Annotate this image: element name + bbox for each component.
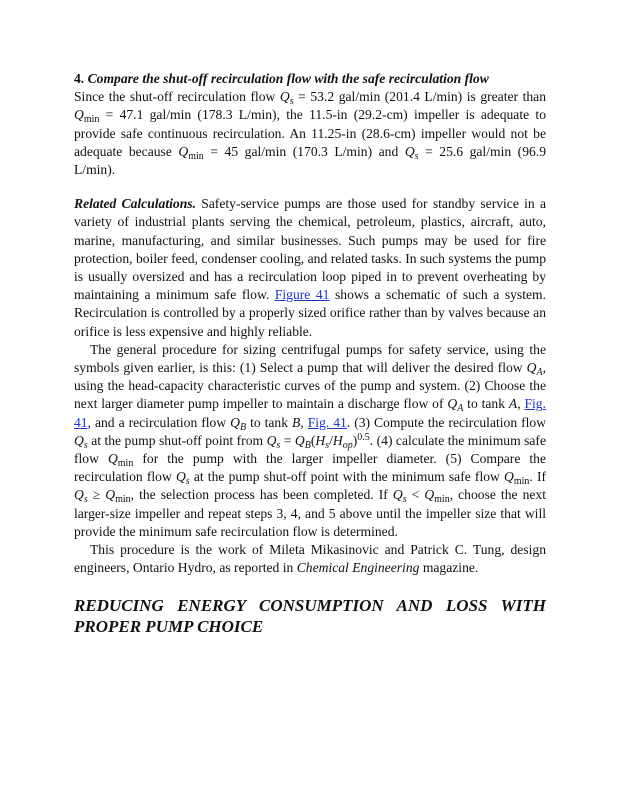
symbol: H: [315, 432, 326, 448]
symbol: Q: [74, 432, 84, 448]
symbol: Q: [504, 469, 514, 485]
text: , choose the next larger-size impeller and repeat steps 3, 4, and 5 above until the impeller size that will provide the minimum safe recirculation flow is determined.: [74, 487, 546, 539]
related-calculations-paragraph: [74, 195, 546, 341]
text: . (4) calculate the minimum safe flow: [74, 432, 546, 467]
subscript: s: [414, 150, 419, 162]
subscript: min: [434, 494, 450, 506]
subscript: s: [276, 439, 281, 451]
symbol: Q: [175, 469, 186, 485]
text: ,: [300, 414, 308, 430]
text: . If: [529, 469, 547, 485]
step-4-paragraph: [74, 70, 546, 179]
subscript: B: [239, 421, 247, 433]
credit-paragraph: [74, 541, 546, 577]
symbol: Q: [526, 360, 537, 376]
magazine-title: Chemical Engineering: [296, 560, 420, 576]
text: <: [406, 487, 425, 503]
subscript: min: [115, 494, 131, 506]
symbol: Q: [266, 432, 277, 448]
exponent: 0.5: [357, 431, 370, 443]
subscript: s: [185, 476, 190, 488]
text: = 45 gal/min (170.3 L/min) and: [203, 143, 405, 159]
subscript: s: [325, 439, 330, 451]
symbol: Q: [230, 414, 240, 430]
subscript: A: [536, 367, 543, 379]
subscript: B: [304, 439, 311, 451]
text: = 25.6 gal/min (96.9 L/min).: [74, 143, 546, 178]
text: at the pump shut-off point with the minimum safe flow: [189, 469, 504, 485]
text: to tank: [246, 414, 293, 430]
symbol: Q: [105, 487, 116, 503]
general-procedure-paragraph: [74, 341, 546, 541]
symbol: H: [332, 432, 343, 448]
subscript: min: [83, 114, 100, 126]
subscript: s: [83, 439, 88, 451]
text: . (3) Compute the recirculation flow: [346, 414, 547, 430]
related-calculations-label: Related Calculations.: [74, 196, 196, 212]
symbol: Q: [294, 432, 305, 448]
text: , using the head-capacity characteristic curves of the pump and system. (2) Choose the next larger diameter pump impeller to maintain a discharge flow of: [74, 360, 546, 412]
text: The general procedure for sizing centrifugal pumps for safety service, using the symbols given earlier, is this: (1) Select a pump that will deliver the desired flow: [74, 341, 546, 376]
step-heading: Compare the shut-off recirculation flow with the safe recirculation flow: [87, 71, 489, 86]
symbol: Q: [107, 451, 118, 467]
text: /: [329, 432, 333, 448]
text: ≥: [87, 487, 106, 503]
symbol: Q: [447, 396, 458, 412]
text: = 47.1 gal/min (178.3 L/min), the 11.5-in (29.2-cm) impeller is adequate to provide safe continuous recirculation. An 11.25-in (28.6-cm) impeller would not be adequate because: [74, 107, 546, 159]
symbol: Q: [424, 487, 435, 503]
symbol: Q: [178, 143, 189, 159]
text: for the pump with the larger impeller diameter. (5) Compare the recirculation flow: [74, 451, 546, 485]
symbol: Q: [404, 143, 415, 159]
text: shows a schematic of such a system. Recirculation is controlled by a properly sized orifice rather than by valves because an orifice is less expensive and highly reliable.: [74, 287, 546, 339]
fig-41-link[interactable]: Fig. 41: [307, 414, 347, 430]
subscript: min: [513, 476, 530, 488]
symbol: Q: [392, 487, 403, 503]
fig-41-link[interactable]: Fig. 41: [74, 396, 546, 430]
subscript: s: [402, 494, 407, 506]
symbol: Q: [74, 107, 84, 123]
text: Safety-service pumps are those used for standby service in a variety of industrial plants serving the chemical, petroleum, plastics, aircraft, auto, marine, manufacturing, and similar businesses. Such pumps may be used for fire protection, boiler feed, condenser cooling, and related tasks. In such systems the pump is usually oversized and has a recirculation loop piped in to prevent overheating by maintaining a minimum safe flow.: [74, 196, 546, 303]
text: ): [352, 432, 358, 448]
text: (: [310, 432, 316, 448]
text: to tank: [463, 396, 509, 412]
tank-a: A: [508, 396, 518, 412]
text: , the selection process has been completed. If: [130, 487, 393, 503]
text: at the pump shut-off point from: [87, 432, 267, 448]
figure-41-link[interactable]: Figure 41: [274, 287, 330, 303]
text: = 53.2 gal/min (201.4 L/min) is greater than: [293, 89, 546, 105]
text: magazine.: [419, 560, 479, 576]
symbol: Q: [74, 487, 84, 503]
document-page: [74, 70, 546, 637]
text: This procedure is the work of Mileta Mikasinovic and Patrick C. Tung, design engineers, Ontario Hydro, as reported in: [74, 542, 546, 576]
section-heading: REDUCING ENERGY CONSUMPTION AND LOSS WITH PROPER PUMP CHOICE: [74, 596, 546, 637]
text: , and a recirculation flow: [87, 414, 231, 430]
subscript: A: [457, 403, 464, 415]
tank-b: B: [292, 414, 301, 430]
subscript: min: [117, 458, 134, 470]
symbol: Q: [279, 89, 290, 105]
text: ,: [517, 396, 525, 412]
subscript: s: [83, 494, 88, 506]
subscript: s: [289, 96, 294, 108]
text: =: [280, 432, 295, 448]
subscript: min: [188, 150, 204, 162]
text: Since the shut-off recirculation flow: [74, 89, 280, 105]
subscript: op: [342, 439, 353, 451]
step-number: 4.: [74, 71, 85, 86]
